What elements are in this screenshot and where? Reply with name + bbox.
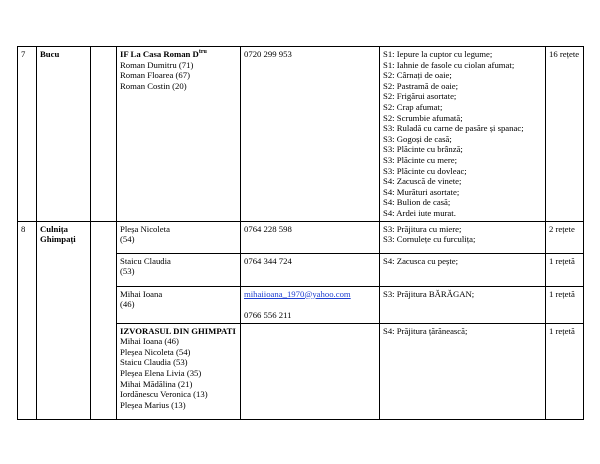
cell-producator <box>117 323 241 419</box>
cell-empty <box>91 221 117 419</box>
member: Roman Dumitru (71) <box>120 59 194 70</box>
recipe-item: S4: Bulion de casă; <box>383 197 451 208</box>
recipe-item: S4: Prăjitura țărănească; <box>383 325 468 336</box>
cell-nr: 8 <box>18 221 37 419</box>
member: Mihai Mădălina (21) <box>120 378 193 389</box>
localitate-label: Bucu <box>40 49 60 59</box>
table-row-8a <box>18 221 584 253</box>
cell-telefon <box>241 323 380 419</box>
recipe-item: S1: Iepure la cuptor cu legume; <box>383 49 493 59</box>
cell-localitate <box>37 221 91 419</box>
cell-telefon: mihaiioana_1970@yahoo.com 0766 556 211 <box>241 286 380 323</box>
recipe-item: S4: Ardei iute murat. <box>383 207 456 218</box>
producer-title: IF La Casa Roman $D^{tru}$ <box>120 49 207 59</box>
recipe-item: S4: Zacusca cu pește; <box>383 255 459 266</box>
cell-empty <box>91 47 117 222</box>
cell-producator <box>117 47 241 222</box>
cell-numar: 2 rețete <box>546 221 584 253</box>
producers-table <box>17 46 584 420</box>
email-link[interactable]: mihaiioana_1970@yahoo.com <box>244 288 351 299</box>
cell-producator: Pleșa Nicoleta (54) <box>117 221 241 253</box>
recipe-item: S3: Ruladă cu carne de pasăre și spanac; <box>383 123 524 134</box>
cell-retete <box>380 47 546 222</box>
recipe-item: S2: Cârnați de oaie; <box>383 70 452 81</box>
cell-telefon: 0764 228 598 <box>241 221 380 253</box>
cell-nr: 7 <box>18 47 37 222</box>
cell-localitate <box>37 47 91 222</box>
member: Roman Floarea (67) <box>120 70 190 81</box>
recipe-item: S2: Frigărui asortate; <box>383 91 457 102</box>
recipe-item: S4: Zacuscă de vinete; <box>383 176 462 187</box>
member: Pleșea Marius (13) <box>120 399 186 410</box>
recipe-item: S3: Plăcinte cu dovleac; <box>383 165 467 176</box>
recipe-item: S3: Gogoși de casă; <box>383 133 452 144</box>
recipe-item: S1: Iahnie de fasole cu ciolan afumat; <box>383 59 515 70</box>
recipe-item: S3: Prăjitura BĂRĂGAN; <box>383 288 475 299</box>
cell-retete <box>380 221 546 253</box>
recipe-item: S3: Cornulețe cu furculița; <box>383 234 476 245</box>
cell-numar: 1 rețetă <box>546 253 584 286</box>
recipe-item: S2: Pastramă de oaie; <box>383 80 459 91</box>
recipe-item: S3: Prăjitura cu miere; <box>383 223 462 234</box>
cell-numar: 16 rețete <box>546 47 584 222</box>
recipe-item: S3: Plăcinte cu mere; <box>383 154 458 165</box>
member: Pleșea Elena Livia (35) <box>120 368 202 379</box>
cell-numar: 1 rețetă <box>546 286 584 323</box>
recipe-item: S4: Murături asortate; <box>383 186 460 197</box>
recipe-item: S2: Scrumbie afumată; <box>383 112 463 123</box>
cell-retete <box>380 323 546 419</box>
producer-title: IZVORASUL DIN GHIMPATI <box>120 325 236 336</box>
member: Iordănescu Veronica (13) <box>120 389 208 400</box>
table-row-7 <box>18 47 584 222</box>
cell-telefon: 0720 299 953 <box>241 47 380 222</box>
cell-retete <box>380 253 546 286</box>
recipe-item: S2: Crap afumat; <box>383 101 443 112</box>
recipe-item: S3: Plăcinte cu brânză; <box>383 144 463 155</box>
cell-producator: Staicu Claudia (53) <box>117 253 241 286</box>
member: Pleșea Nicoleta (54) <box>120 346 191 357</box>
localitate-label: Culnița Ghimpați <box>40 223 76 245</box>
member: Mihai Ioana (46) <box>120 336 179 347</box>
cell-producator: Mihai Ioana (46) <box>117 286 241 323</box>
cell-retete <box>380 286 546 323</box>
member: Staicu Claudia (53) <box>120 357 188 368</box>
cell-telefon: 0764 344 724 <box>241 253 380 286</box>
member: Roman Costin (20) <box>120 80 187 91</box>
cell-numar: 1 rețetă <box>546 323 584 419</box>
